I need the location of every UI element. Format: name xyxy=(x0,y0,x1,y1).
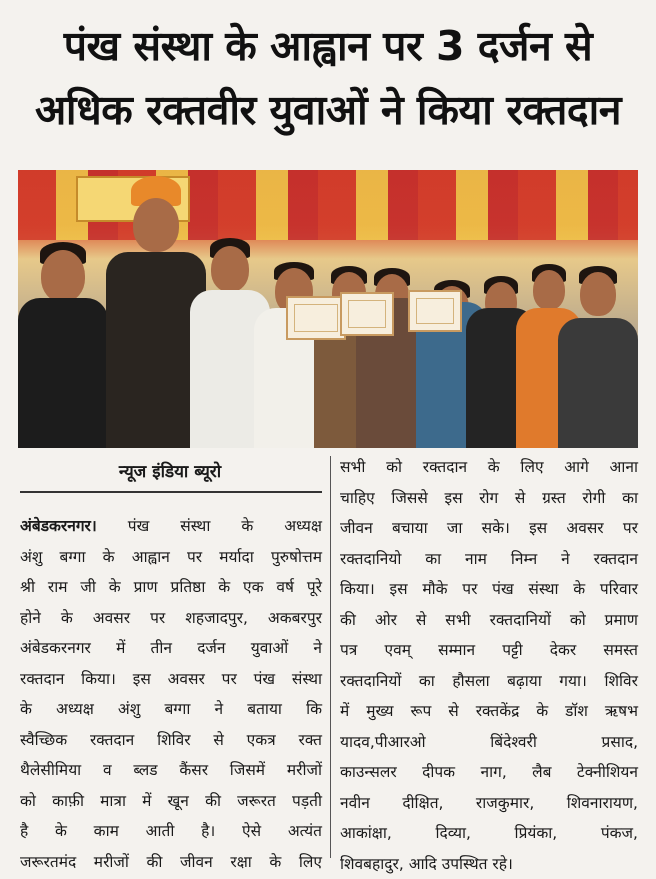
byline-text: न्यूज इंडिया ब्यूरो xyxy=(119,462,221,482)
article-line: यादव,पीआरओ बिंदेश्वरी प्रसाद, xyxy=(340,727,638,758)
article-line: रक्तदानियों का हौसला बढ़ाया गया। शिविर xyxy=(340,666,638,697)
article-line: अंशु बग्गा के आह्वान पर मर्यादा पुरुषोत्तम xyxy=(20,542,322,573)
article-line: रक्तदान किया। इस अवसर पर पंख संस्था xyxy=(20,664,322,695)
headline-line-1: पंख संस्था के आह्वान पर 3 दर्जन से xyxy=(14,14,642,78)
article-line: शिवबहादुर, आदि उपस्थित रहे। xyxy=(340,849,638,879)
headline-line-2: अधिक रक्तवीर युवाओं ने किया रक्तदान xyxy=(14,78,642,142)
article-line: अंबेडकरनगर में तीन दर्जन युवाओं ने xyxy=(20,633,322,664)
article-line: नवीन दीक्षित, राजकुमार, शिवनारायण, xyxy=(340,788,638,819)
article-line: आकांक्षा, दिव्या, प्रियंका, पंकज, xyxy=(340,818,638,849)
article-line: रक्तदानियो का नाम निम्न ने रक्तदान xyxy=(340,544,638,575)
person xyxy=(558,238,638,448)
article-line: स्वैच्छिक रक्तदान शिविर से एकत्र रक्त xyxy=(20,725,322,756)
headline xyxy=(14,14,642,142)
news-photo xyxy=(18,170,638,448)
article-line: को काफ़ी मात्रा में खून की जरूरत पड़ती xyxy=(20,786,322,817)
article-line: किया। इस मौके पर पंख संस्था के परिवार xyxy=(340,574,638,605)
certificate xyxy=(340,292,394,336)
article-column-left xyxy=(20,511,322,877)
article-line: जरूरतमंद मरीजों की जीवन रक्षा के लिए xyxy=(20,847,322,878)
article-line: अंबेडकरनगर। पंख संस्था के अध्यक्ष xyxy=(20,511,322,542)
article-line: काउन्सलर दीपक नाग, लैब टेक्नीशियन xyxy=(340,757,638,788)
article-line: के अध्यक्ष अंशु बग्गा ने बताया कि xyxy=(20,694,322,725)
byline-rule xyxy=(20,491,322,493)
certificate xyxy=(408,290,462,332)
article-line: चाहिए जिससे इस रोग से ग्रस्त रोगी का xyxy=(340,483,638,514)
article-column-right xyxy=(340,452,638,879)
certificate xyxy=(286,296,346,340)
article-line: जीवन बचाया जा सके। इस अवसर पर xyxy=(340,513,638,544)
column-divider xyxy=(330,456,331,858)
dateline: अंबेडकरनगर। xyxy=(20,517,97,535)
article-line: श्री राम जी के प्राण प्रतिष्ठा के एक वर्ष पूरे xyxy=(20,572,322,603)
person xyxy=(18,220,108,448)
article-line: में मुख्य रूप से रक्तकेंद्र के डॉश ऋषभ xyxy=(340,696,638,727)
article-line: सभी को रक्तदान के लिए आगे आना xyxy=(340,452,638,483)
article-line: है के काम आती है। ऐसे अत्यंत xyxy=(20,816,322,847)
article-line: होने के अवसर पर शहजादपुर, अकबरपुर xyxy=(20,603,322,634)
article-line: थैलेसीमिया व ब्लड कैंसर जिसमें मरीजों xyxy=(20,755,322,786)
article-line: पत्र एवम् सम्मान पट्टी देकर समस्त xyxy=(340,635,638,666)
article-line: की ओर से सभी रक्तदानियों को प्रमाण xyxy=(340,605,638,636)
byline xyxy=(20,460,320,484)
